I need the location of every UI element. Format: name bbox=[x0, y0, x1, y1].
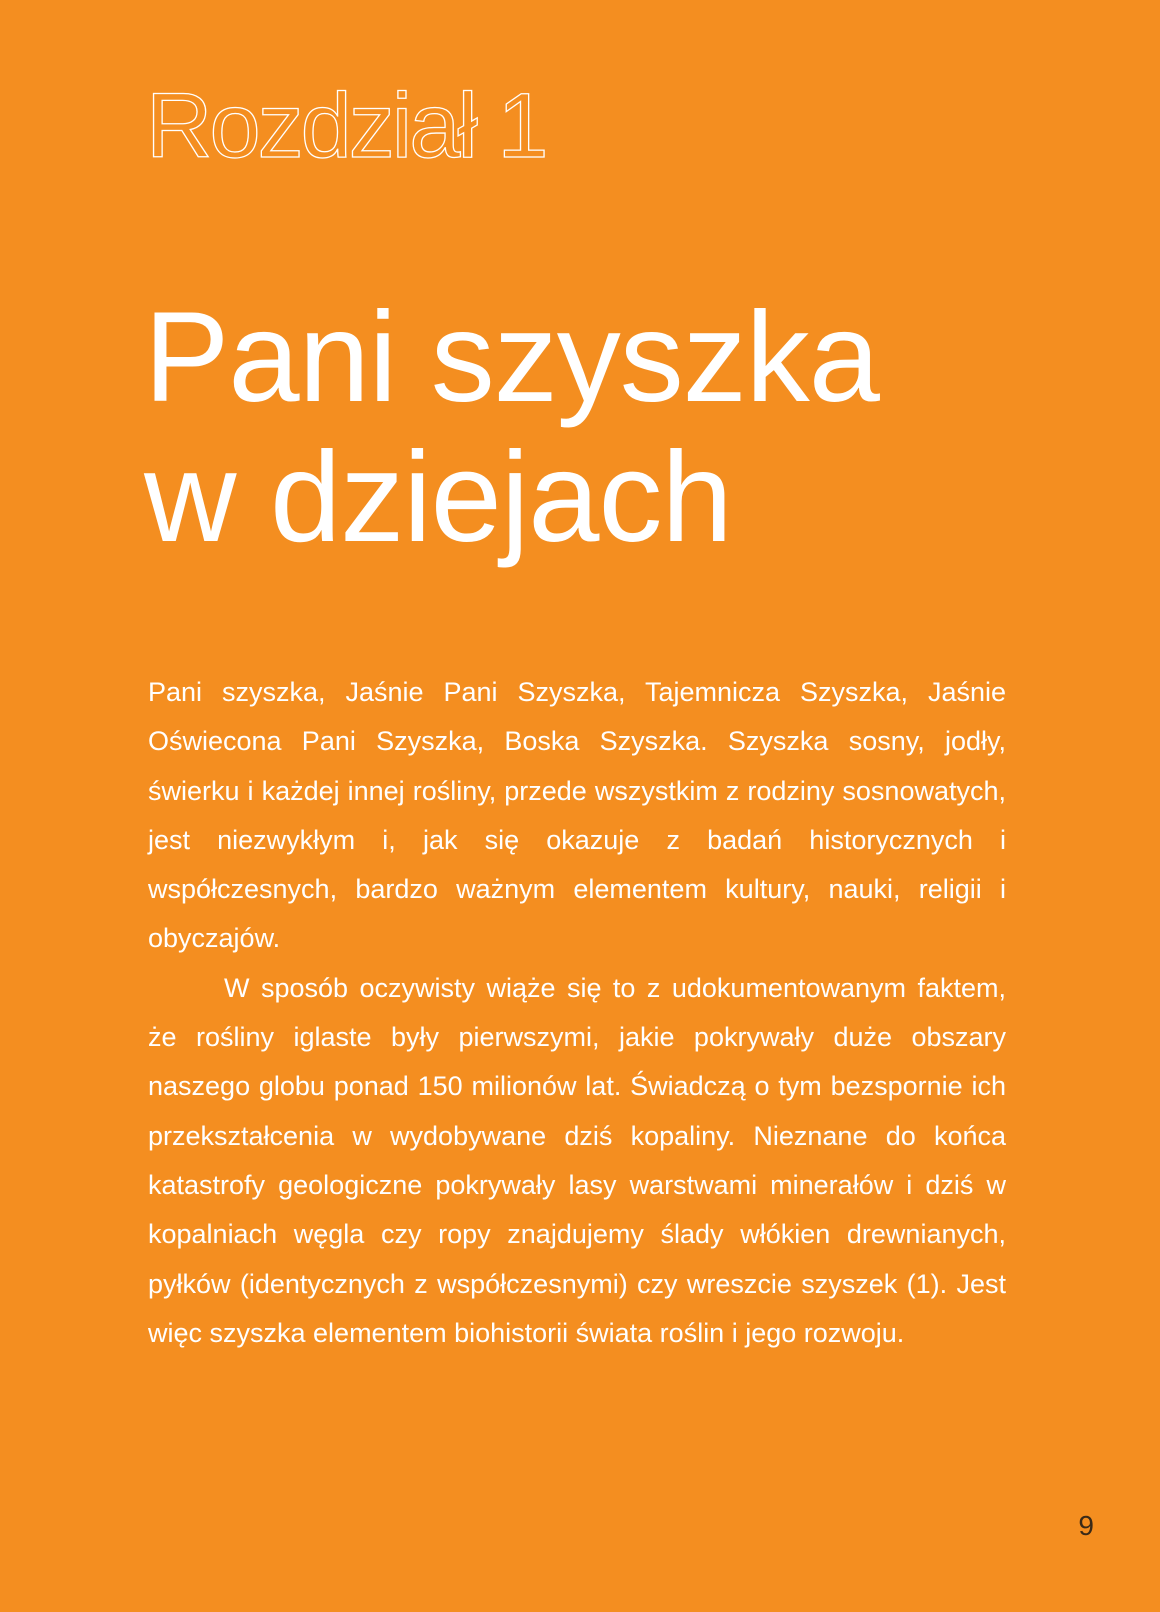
chapter-title-line-1: Pani szyszka bbox=[144, 286, 879, 429]
paragraph-2: W sposób oczywisty wiąże się to z udokumentowanym faktem, że rośliny iglaste były pierwszymi, jakie pokrywały duże obszary naszego globu ponad 150 milionów lat. Świadczą o tym bezspornie ich przekształcenia w wydobywane dziś kopaliny. Nieznane do końca katastrofy geologiczne pokrywały lasy warstwami minerałów i dziś w kopalniach węgla czy ropy znajdujemy ślady włókien drewnianych, pyłków (identycznych z współczesnymi) czy wreszcie szyszek (1). Jest więc szyszka elementem biohistorii świata roślin i jego rozwoju. bbox=[148, 972, 1006, 1348]
chapter-title bbox=[144, 288, 1044, 568]
chapter-title-line-2: w dziejach bbox=[144, 426, 732, 569]
paragraph-1: Pani szyszka, Jaśnie Pani Szyszka, Tajemnicza Szyszka, Jaśnie Oświecona Pani Szyszka, Boska Szyszka. Szyszka sosny, jodły, świerku i każdej innej rośliny, przede wszystkim z rodziny sosnowatych, jest niezwykłym i, jak się okazuje z badań historycznych i współczesnych, bardzo ważnym elementem kultury, nauki, religii i obyczajów. bbox=[148, 677, 1006, 954]
page-number: 9 bbox=[1078, 1510, 1094, 1541]
chapter-label: Rozdział 1 bbox=[146, 75, 546, 177]
body-text bbox=[148, 668, 1006, 1358]
